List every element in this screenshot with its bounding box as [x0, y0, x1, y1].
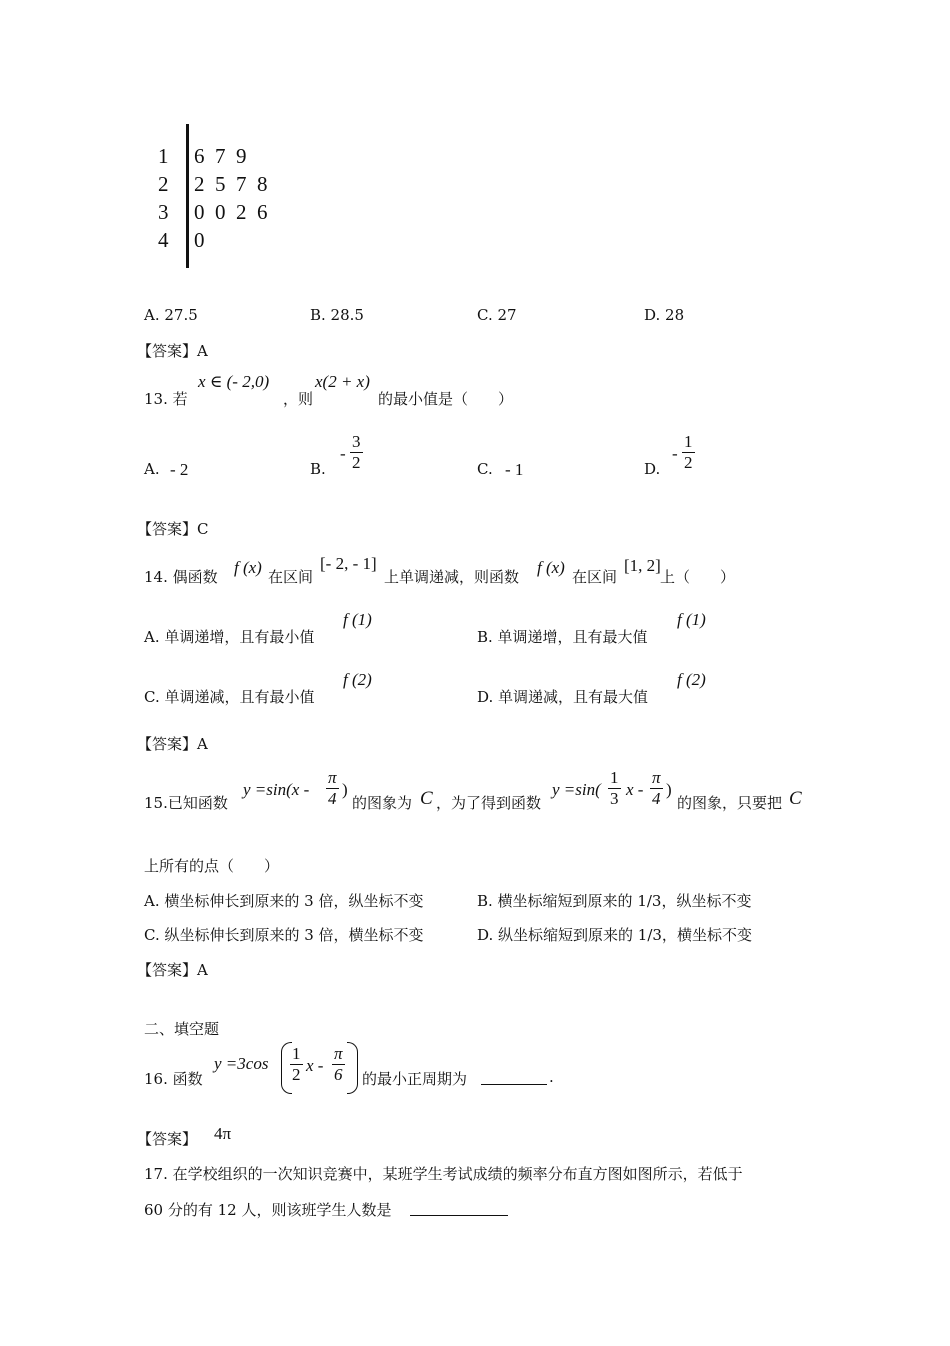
leaves-2: 2 5 7 8	[194, 172, 268, 196]
fraction-numerator: π	[652, 768, 661, 787]
stem-3: 3	[158, 200, 169, 224]
right-paren	[347, 1042, 358, 1094]
leaves-3: 0 0 2 6	[194, 200, 268, 224]
q14-option-d: D. 单调递减，且有最大值	[477, 688, 649, 706]
q13-tail: 的最小值是（ ）	[378, 390, 514, 408]
q13-option-c-label: C.	[477, 460, 493, 478]
q15-line-2: 上所有的点（ ）	[144, 857, 280, 875]
q15-option-b: B. 横坐标缩短到原来的 1/3，纵坐标不变	[477, 892, 752, 910]
q16-function: y =3cos	[214, 1054, 269, 1073]
q16-x-minus: x -	[306, 1056, 324, 1075]
q14-option-b: B. 单调递增，且有最大值	[477, 628, 648, 646]
q15-close-paren: )	[342, 780, 348, 799]
stem-4: 4	[158, 228, 169, 252]
q14-text-3: 在区间	[572, 568, 618, 586]
q12-option-c: C. 27	[477, 306, 517, 324]
q13-expression: x(2 + x)	[315, 372, 370, 391]
q14-text-2: 上单调递减，则函数	[384, 568, 520, 586]
fraction-numerator: π	[328, 768, 337, 787]
q12-option-b: B. 28.5	[310, 306, 364, 324]
q15-option-d: D. 纵坐标缩短到原来的 1/3，横坐标不变	[477, 926, 752, 944]
q15-one-third	[608, 768, 621, 809]
q14-lead: 14. 偶函数	[144, 568, 218, 586]
fraction-denominator: 3	[610, 789, 619, 808]
q15-x-minus: x -	[626, 780, 644, 799]
q16-answer-label: 【答案】	[137, 1130, 198, 1148]
q14-answer: 【答案】A	[137, 735, 208, 753]
q14-interval-2: [1, 2]	[624, 556, 661, 575]
q16-pi-over-6	[332, 1044, 345, 1085]
q14-option-a-math: f (1)	[343, 610, 372, 629]
leaves-1: 6 7 9	[194, 144, 247, 168]
q13-condition: x ∈ (- 2,0)	[198, 372, 270, 391]
q15-close-paren-2: )	[666, 780, 672, 799]
section-heading: 二、填空题	[144, 1020, 220, 1038]
stem-1: 1	[158, 144, 169, 168]
q15-text-3: 的图象，只要把	[677, 794, 783, 812]
q16-lead: 16. 函数	[144, 1070, 203, 1088]
q17-blank	[410, 1201, 508, 1216]
q17-line-1: 17. 在学校组织的一次知识竞赛中，某班学生考试成绩的频率分布直方图如图所示，若低于	[144, 1165, 743, 1183]
fraction-denominator: 2	[352, 453, 361, 472]
q14-option-c-math: f (2)	[343, 670, 372, 689]
q15-function-2: y =sin(	[552, 780, 601, 799]
fraction-numerator: 1	[292, 1044, 301, 1063]
q13-option-c: - 1	[505, 460, 524, 479]
q13-option-b-sign: -	[340, 444, 346, 463]
stem-2: 2	[158, 172, 169, 196]
q13-option-b-fraction	[350, 432, 363, 473]
q15-pi-over-4	[326, 768, 339, 809]
q12-answer: 【答案】A	[137, 342, 208, 360]
q15-pi-over-4-b	[650, 768, 663, 809]
q13-option-d-sign: -	[672, 444, 678, 463]
fraction-denominator: 2	[684, 453, 693, 472]
q13-option-a: - 2	[170, 460, 189, 479]
q15-option-c: C. 纵坐标伸长到原来的 3 倍，横坐标不变	[144, 926, 424, 944]
q15-text-2: ，为了得到函数	[436, 794, 542, 812]
fraction-denominator: 4	[652, 789, 661, 808]
q14-option-a: A. 单调递增，且有最小值	[144, 628, 315, 646]
q14-function: f (x)	[234, 558, 262, 577]
q14-text-1: 在区间	[268, 568, 314, 586]
q13-option-b-label: B.	[310, 460, 326, 478]
stem-divider	[186, 124, 189, 268]
q13-option-a-label: A.	[144, 460, 160, 478]
q13-mid: ，则	[283, 390, 314, 408]
q14-function-2: f (x)	[537, 558, 565, 577]
q14-option-d-math: f (2)	[677, 670, 706, 689]
q15-function-1: y =sin(x -	[243, 780, 310, 799]
q14-option-b-math: f (1)	[677, 610, 706, 629]
q16-answer-value: 4π	[214, 1124, 232, 1143]
q14-interval-1: [- 2, - 1]	[320, 554, 377, 573]
q15-lead: 15.已知函数	[144, 794, 228, 812]
q12-option-d: D. 28	[644, 306, 685, 324]
q15-answer: 【答案】A	[137, 961, 208, 979]
fraction-denominator: 2	[292, 1065, 301, 1084]
q13-option-d-label: D.	[644, 460, 661, 478]
q15-option-a: A. 横坐标伸长到原来的 3 倍，纵坐标不变	[144, 892, 424, 910]
leaves-4: 0	[194, 228, 205, 252]
fraction-numerator: 1	[610, 768, 619, 787]
q16-one-half	[290, 1044, 303, 1085]
q13-lead: 13. 若	[144, 390, 188, 408]
q14-text-4: 上（ ）	[660, 568, 736, 586]
q16-end: .	[549, 1068, 554, 1086]
q16-blank	[481, 1070, 547, 1085]
fraction-denominator: 6	[334, 1065, 343, 1084]
q12-option-a: A. 27.5	[144, 306, 198, 324]
q14-option-c: C. 单调递减，且有最小值	[144, 688, 315, 706]
fraction-denominator: 4	[328, 789, 337, 808]
fraction-numerator: π	[334, 1044, 343, 1063]
q16-tail: 的最小正周期为	[362, 1070, 468, 1088]
q13-option-d-fraction	[682, 432, 695, 473]
q15-curve-c: C	[420, 788, 433, 809]
q13-answer: 【答案】C	[137, 520, 209, 538]
q15-curve-c-2: C	[789, 788, 802, 809]
fraction-numerator: 3	[352, 432, 361, 451]
q15-text-1: 的图象为	[352, 794, 413, 812]
fraction-numerator: 1	[684, 432, 693, 451]
q17-line-2: 60 分的有 12 人，则该班学生人数是	[144, 1201, 392, 1219]
